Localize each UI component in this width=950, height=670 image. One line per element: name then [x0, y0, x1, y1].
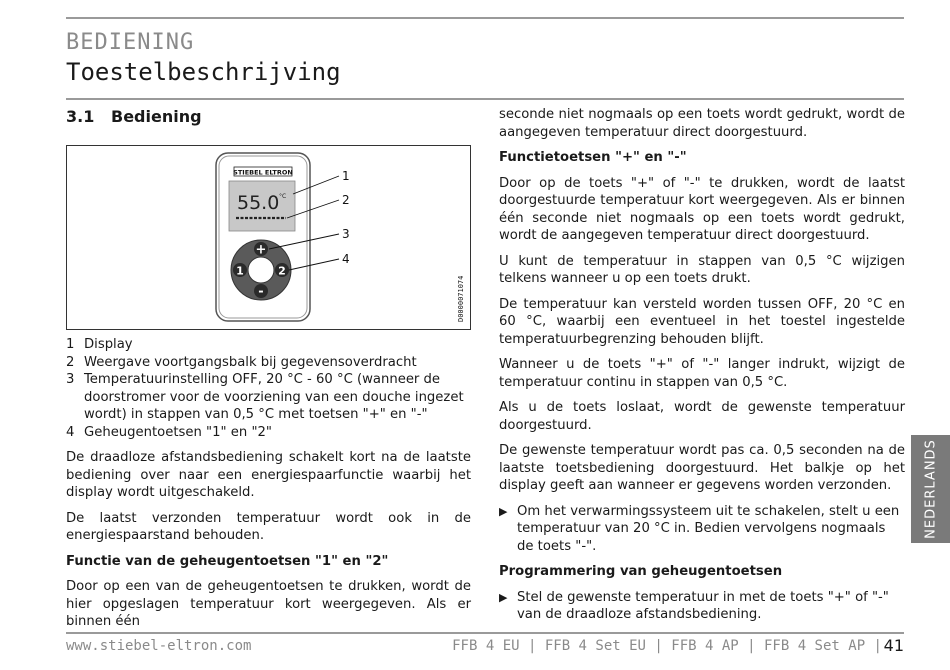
footer-url: www.stiebel-eltron.com: [66, 638, 252, 654]
subheading: Functie van de geheugentoetsen "1" en "2": [66, 553, 389, 569]
instruction-step: ▶ Stel de gewenste temperatuur in met de toets "+" of "-" van de draadloze afstandsbediening.: [499, 589, 889, 622]
display-unit: °C: [279, 193, 287, 200]
section-heading: [66, 108, 471, 130]
paragraph: Door op de toets "+" of "-" te drukken, wordt de laatst doorgestuurde temperatuur kort weergegeven. Als er binnen één seconde niet nogmaals op een toets wordt gedrukt, wordt de aangegeven temperatuur direct doorgestuurd.: [499, 175, 905, 243]
language-tab: [911, 435, 950, 543]
page-number: 41: [883, 636, 904, 655]
callout-4: 4: [342, 252, 350, 266]
minus-label: -: [258, 284, 264, 300]
memory-button-1-label: 1: [236, 264, 244, 278]
page-title: Toestelbeschrijving: [66, 58, 341, 86]
memory-button-2-label: 2: [278, 264, 286, 278]
paragraph: Als u de toets loslaat, wordt de gewenste temperatuur doorgestuurd.: [499, 400, 905, 433]
figure-document-id: D0000071074: [457, 275, 465, 322]
section-title: Bediening: [111, 107, 202, 126]
subheading: Functietoetsen "+" en "-": [499, 150, 687, 165]
section-number: 3.1: [66, 107, 95, 126]
paragraph: U kunt de temperatuur in stappen van 0,5 °C wijzigen telkens wanneer u op een toets drukt.: [499, 253, 905, 286]
paragraph: De laatst verzonden temperatuur wordt ook in de energiespaarstand behouden.: [66, 510, 471, 543]
plus-label: +: [255, 242, 267, 258]
triangle-bullet-icon: ▶: [499, 504, 508, 518]
remote-control-figure: [66, 145, 471, 330]
subheading: Programmering van geheugentoetsen: [499, 564, 783, 579]
paragraph: Wanneer u de toets "+" of "-" langer indrukt, wijzigt de temperatuur continu in stappen van 0,5 °C.: [499, 357, 905, 390]
callout-3: 3: [342, 227, 350, 241]
header-bottom-rule: [66, 98, 904, 100]
paragraph: De draadloze afstandsbediening schakelt kort na de laatste bediening over naar een energiespaarfunctie waarbij het display wordt uitgeschakeld.: [66, 450, 471, 500]
display-temperature: 55.0: [237, 192, 280, 214]
left-column: [66, 106, 471, 639]
chapter-heading: BEDIENING: [66, 30, 195, 55]
right-column: [499, 106, 905, 632]
paragraph: Door op een van de geheugentoetsen te drukken, wordt de hier opgeslagen temperatuur kort weergegeven. Als er binnen één: [66, 579, 471, 629]
footer-rule: [66, 632, 904, 634]
callout-2: 2: [342, 193, 350, 207]
remote-control-illustration: [67, 146, 470, 329]
header-top-rule: [66, 17, 904, 19]
legend-item: 4 Geheugentoetsen "1" en "2": [66, 424, 272, 440]
footer-models: FFB 4 EU | FFB 4 Set EU | FFB 4 AP | FFB 4 Set AP |: [452, 638, 882, 654]
figure-legend: [66, 336, 471, 441]
paragraph: De temperatuur kan versteld worden tussen OFF, 20 °C en 60 °C, waarbij een eventueel in het toestel ingestelde temperatuurbegrenzing behouden blijft.: [499, 296, 905, 347]
control-pad-center: [248, 257, 274, 283]
brand-text: STIEBEL ELTRON: [233, 168, 293, 177]
language-label: NEDERLANDS: [923, 439, 938, 539]
paragraph: De gewenste temperatuur wordt pas ca. 0,5 seconden na de laatste toetsbediening doorgestuurd. Het balkje op het display geeft aan wanneer er gegevens worden verzonden.: [499, 443, 905, 493]
legend-item: 3 Temperatuurinstelling OFF, 20 °C - 60 °C (wanneer de doorstromer voor de voorziening van een douche ingezet wordt) in stappen van 0,5 °C met toetsen "+" en "-": [66, 372, 464, 422]
callout-1: 1: [342, 169, 350, 183]
paragraph: seconde niet nogmaals op een toets wordt gedrukt, wordt de aangegeven temperatuur direct doorgestuurd.: [499, 107, 905, 140]
legend-item: 2 Weergave voortgangsbalk bij gegevensoverdracht: [66, 354, 417, 370]
instruction-step: ▶ Om het verwarmingssysteem uit te schakelen, stelt u een temperatuur van 20 °C in. Bedien vervolgens nogmaals de toets "-".: [499, 503, 900, 554]
triangle-bullet-icon: ▶: [499, 590, 508, 604]
legend-item: 1 Display: [66, 337, 133, 352]
